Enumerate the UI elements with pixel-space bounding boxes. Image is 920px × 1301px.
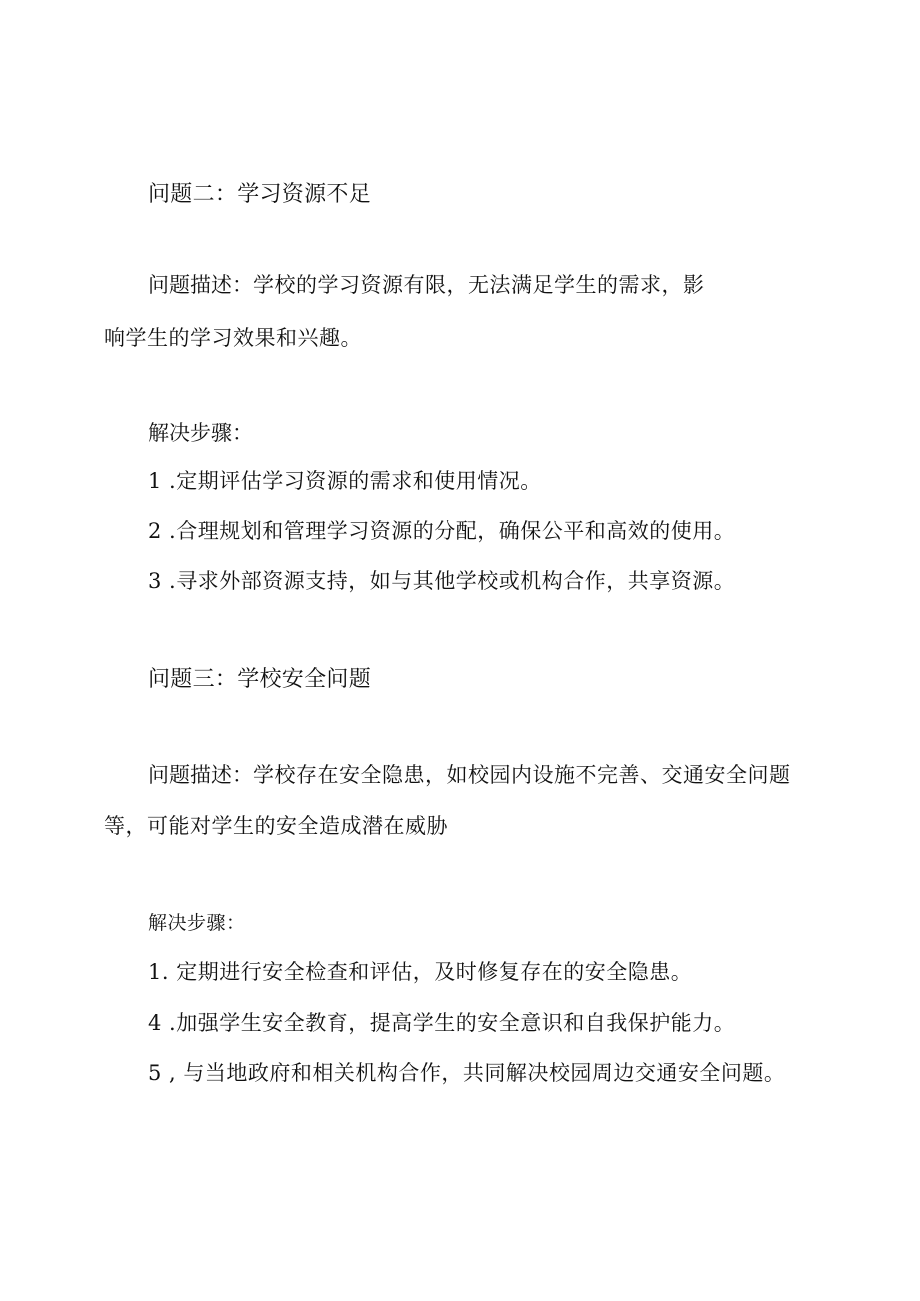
section3-step-2: 4 .加强学生安全教育，提高学生的安全意识和自我保护能力。 [148,1011,736,1035]
section2-steps-title: 解决步骤： [148,421,253,445]
section3-description-line1 [148,761,791,789]
section-heading-safety: 问题三：学校安全问题 [148,667,372,692]
section3-step-3: 5 , 与当地政府和相关机构合作，共同解决校园周边交通安全问题。 [148,1061,786,1085]
section-heading-resources: 问题二：学习资源不足 [148,182,372,207]
description-label: 问题描述： [148,763,253,787]
description-text: 学校的学习资源有限，无法满足学生的需求，影 [253,273,705,297]
section2-description-line1 [148,271,705,299]
section3-steps-title: 解决步骤： [148,912,246,934]
section2-step-2: 2 .合理规划和管理学习资源的分配，确保公平和高效的使用。 [148,519,736,543]
section2-description-line2: 响学生的学习效果和兴趣。 [104,326,362,350]
description-label: 问题描述： [148,273,253,297]
section3-step-1: 1. 定期进行安全检查和评估，及时修复存在的安全隐患。 [148,960,693,984]
section2-step-1: 1 .定期评估学习资源的需求和使用情况。 [148,469,542,493]
section2-step-3: 3 .寻求外部资源支持，如与其他学校或机构合作，共享资源。 [148,569,736,593]
section3-description-line2: 等，可能对学生的安全造成潜在威胁 [104,814,448,838]
description-text: 学校存在安全隐患，如校园内设施不完善、交通安全问题 [253,763,791,787]
